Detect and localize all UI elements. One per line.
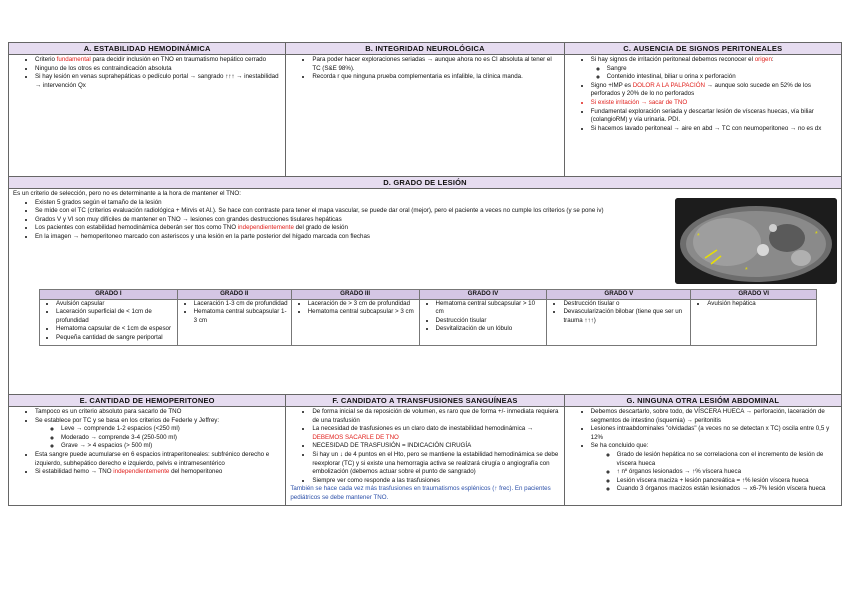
svg-text:*: * [745, 267, 748, 274]
grade-item: • Hematoma capsular de < 1cm de espesor [56, 325, 175, 334]
grade-item: • Laceración 1-3 cm de profundidad [194, 300, 289, 309]
summary-sheet [8, 42, 842, 506]
sub-item: ◦ Grave → > 4 espacios (> 500 ml) [61, 442, 281, 451]
list-item: • Se mide con el TC (criterios evaluación radiológica + Mirvis et Al.). Se hace con contraste para tener el mapa vascular, se puede dar oral (mejor), pero el paciente a veces no cumple los criterios (y se pone iv) [35, 207, 665, 216]
section-a-title: A. ESTABILIDAD HEMODINÁMICA [9, 43, 285, 55]
list-item: • Si hay lesión en venas suprahepáticas o pedículo portal → sangrado ↑↑↑ → inestabilidad → intervención Qx [35, 73, 281, 90]
grade-header: GRADO I [40, 290, 178, 300]
grade-cell [291, 299, 419, 345]
grade-header: GRADO IV [419, 290, 547, 300]
section-d-intro: Es un criterio de selección, pero no es determinante a la hora de mantener el TNO: [13, 190, 241, 197]
grade-item: • Hematoma central subcapsular > 3 cm [308, 308, 417, 317]
list-item: • Lesiones intraabdominales "olvidadas" (a veces no se detectan x TC) oscila entre 0,5 y 12% [591, 425, 837, 442]
grade-item: • Avulsión hepática [707, 300, 814, 309]
grade-item: • Laceración superficial de < 1cm de profundidad [56, 308, 175, 325]
sub-item: ◦ Lesión víscera maciza + lesión pancreática = ↑% lesión víscera hueca [617, 477, 837, 486]
row-abc [9, 43, 841, 176]
grade-cell [419, 299, 547, 345]
list-item: • Si estabilidad hemo → TNO independientemente del hemoperitoneo [35, 468, 281, 477]
list-item: • Debemos descartarlo, sobre todo, de VÍSCERA HUECA → perforación, laceración de segmentos de intestino (isquemia) → peritonitis [591, 408, 837, 425]
grade-cell [40, 299, 178, 345]
grade-item: • Avulsión capsular [56, 300, 175, 309]
sub-item: ◦ Grado de lesión hepática no se correlaciona con el incremento de lesión de víscera hueca [617, 451, 837, 468]
section-e [9, 395, 286, 505]
list-item: • Siempre ver como responde a las trasfusiones [312, 477, 559, 486]
section-d [9, 176, 841, 395]
section-b-title: B. INTEGRIDAD NEUROLÓGICA [286, 43, 563, 55]
row-efg [9, 395, 841, 505]
list-item: • Recorda r que ninguna prueba complementaria es infalible, la clínica manda. [312, 73, 559, 82]
section-f-title: F. CANDIDATO A TRANSFUSIONES SANGUÍNEAS [286, 395, 563, 407]
sub-item: ◦ Cuando 3 órganos macizos están lesionados → x6-7% lesión víscera hueca [617, 485, 837, 494]
grade-item: • Devascularización bilobar (tiene que ser un trauma ↑↑↑) [563, 308, 688, 325]
list-item: • Grados V y VI son muy difíciles de mantener en TNO → lesiones con grandes destrucciones tisulares hepáticas [35, 216, 665, 225]
list-item: • Para poder hacer exploraciones seriadas → aunque ahora no es CI absoluta al tener el TC (S&E 98%). [312, 56, 559, 73]
section-b [286, 43, 564, 176]
svg-text:*: * [697, 233, 700, 240]
ct-scan-image [675, 198, 837, 284]
grade-header: GRADO VI [691, 290, 817, 300]
grade-header: GRADO II [177, 290, 291, 300]
sub-item: ◦ Contenido intestinal, biliar u orina x perforación [607, 73, 837, 82]
grade-item: • Hematoma central subcapsular 1-3 cm [194, 308, 289, 325]
grade-cell [691, 299, 817, 345]
section-f-note: También se hace cada vez más trasfusiones en traumatismos esplénicos (↑ frec). En pacientes pediátricos se debe mantener TNO. [290, 485, 551, 501]
list-item: • Se ha concluido que: ◦ Grado de lesión hepática no se correlaciona con el incremento de lesión de víscera hueca ◦ ↑ nº órganos lesionados → ↑% víscera hueca ◦ Lesión víscera maciza + lesión pancreática = ↑% lesión víscera hueca ◦ Cuando 3 órganos macizos están lesionados → x6-7% lesión víscera hueca [591, 442, 837, 494]
grade-item: • Pequeña cantidad de sangre periportal [56, 334, 175, 343]
sub-item: ◦ Moderado → comprende 3-4 (250-500 ml) [61, 434, 281, 443]
list-item: • Tampoco es un criterio absoluto para sacarlo de TNO [35, 408, 281, 417]
list-item: • Ninguno de los otros es contraindicación absoluta [35, 65, 281, 74]
section-d-title: D. GRADO DE LESIÓN [9, 177, 841, 189]
svg-text:*: * [815, 231, 818, 238]
section-g-title: G. NINGUNA OTRA LESIÓM ABDOMINAL [565, 395, 841, 407]
grade-header: GRADO III [291, 290, 419, 300]
list-item: • Existen 5 grados según el tamaño de la lesión [35, 199, 665, 208]
section-e-title: E. CANTIDAD DE HEMOPERITONEO [9, 395, 285, 407]
sub-item: ◦ Leve → comprende 1-2 espacios (<250 ml) [61, 425, 281, 434]
list-item: • Si existe irritación → sacar de TNO [591, 99, 837, 108]
sub-item: ◦ Sangre [607, 65, 837, 74]
list-item: • Fundamental exploración seriada y descartar lesión de vísceras huecas, vía biliar (colangioRM) y vía urinaria. PDI. [591, 108, 837, 125]
grade-item: • Destrucción tisular o [563, 300, 688, 309]
section-f [286, 395, 564, 505]
list-item: • Si hay signos de irritación peritoneal debemos reconocer el origen: ◦ Sangre ◦ Contenido intestinal, biliar u orina x perforación [591, 56, 837, 82]
list-item: • De forma inicial se da reposición de volumen, es raro que de forma +/- inmediata requiera de una trasfusión [312, 408, 559, 425]
list-item: • Criterio fundamental para decidir inclusión en TNO en traumatismo hepático cerrado [35, 56, 281, 65]
section-c-title: C. AUSENCIA DE SIGNOS PERITONEALES [565, 43, 841, 55]
grade-item: • Hematoma central subcapsular > 10 cm [436, 300, 545, 317]
list-item: • Se establece por TC y se basa en los criterios de Federle y Jeffrey: ◦ Leve → comprende 1-2 espacios (<250 ml) ◦ Moderado → comprende 3-4 (250-500 ml) ◦ Grave → > 4 espacios (> 500 ml) [35, 417, 281, 451]
grade-cell [547, 299, 691, 345]
list-item: • En la imagen → hemoperitoneo marcado con asteriscos y una lesión en la parte posterior del hígado marcada con flechas [35, 233, 665, 242]
grades-table [39, 289, 817, 346]
list-item: • NECESIDAD DE TRASFUSIÓN = INDICACIÓN CIRUGÍA [312, 442, 559, 451]
section-g [565, 395, 841, 505]
sub-item: ◦ ↑ nº órganos lesionados → ↑% víscera hueca [617, 468, 837, 477]
grade-header: GRADO V [547, 290, 691, 300]
grade-item: • Desvitalización de un lóbulo [436, 325, 545, 334]
grade-cell [177, 299, 291, 345]
list-item: • Esta sangre puede acumularse en 6 espacios intraperitoneales: subfrénico derecho e izquierdo, subhepático derecho e izquierdo, pelvis e intramesentérico [35, 451, 281, 468]
section-c [565, 43, 841, 176]
list-item: • La necesidad de trasfusiones es un claro dato de inestabilidad hemodinámica → DEBEMOS SACARLE DE TNO [312, 425, 559, 442]
section-a [9, 43, 286, 176]
list-item: • Si hacemos lavado peritoneal → aire en abd → TC con neumoperitoneo → no es dx [591, 125, 837, 134]
grade-item: • Laceración de > 3 cm de profundidad [308, 300, 417, 309]
list-item: • Si hay un ↓ de 4 puntos en el Hto, pero se mantiene la estabilidad hemodinámica se debe reexplorar (TC) y si existe una hemorragia activa se realizará cirugía o angiografía con embolización (debemos actuar sobre el punto de sangrado) [312, 451, 559, 477]
list-item: • Signo +IMP es DOLOR A LA PALPACIÓN → aunque solo sucede en 52% de los perforados y 20% de lo no perforados [591, 82, 837, 99]
list-item: • Los pacientes con estabilidad hemodinámica deberán ser ttos como TNO independientemente del grado de lesión [35, 224, 665, 233]
grade-item: • Destrucción tisular [436, 317, 545, 326]
